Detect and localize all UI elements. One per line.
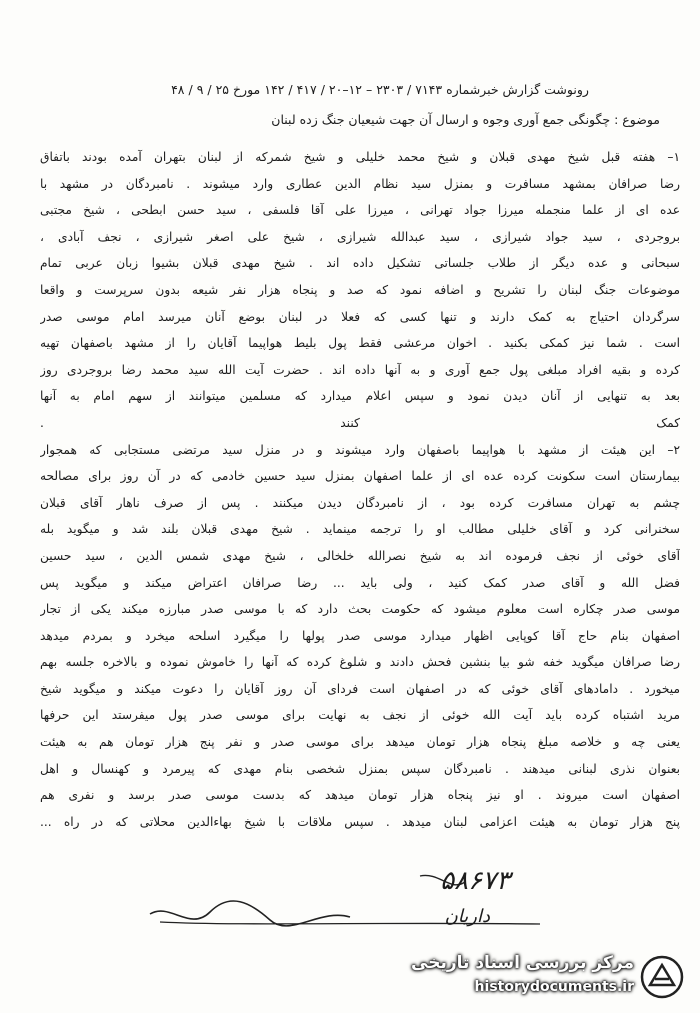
body-line: عده ای از علما منجمله میرزا جواد تهرانی ، میرزا علی آقا فلسفی ، سید حسن ابطحی ، شیخ مجتبی: [40, 203, 680, 218]
body-line: مرید اشتباه کرده باید آیت الله خوئی از نجف به نهایت برای موسی صدر پول میفرستد این حرفها: [40, 708, 680, 723]
body-line: چشم به تهران مسافرت کرده بود ، از نامبردگان دیدن میکنند . پس از صرف ناهار آقای قبلان: [40, 495, 680, 510]
body-line: آقای خوئی از نجف فرموده اند به شیخ نصرالله خلخالی ، شیخ مهدی شمس الدین ، سید حسین: [40, 548, 680, 563]
body-line: بروجردی ، سید جواد شیرازی ، سید عبدالله شیرازی ، شیخ علی اصغر شیرازی ، نجف آبادی ،: [40, 229, 680, 244]
watermark-title: مرکز بررسی اسناد تاریخی: [411, 953, 634, 973]
archive-watermark: [384, 951, 684, 1003]
body-line: رضا صرافان میگوید خفه شو بیا بنشین فحش دادند و شلوغ کرده که آنها را خاموش نموده و بالاخره جلسه بهم: [40, 655, 680, 670]
subject-label: موضوع :: [614, 112, 660, 127]
body-line: رضا صرافان بمشهد مسافرت و بمنزل سید نظام الدین عطاری وارد میشوند . نامبردگان در مشهد با: [40, 176, 680, 191]
body-line: سبحانی و عده دیگر از طلاب جلساتی تشکیل داده اند . شیخ مهدی قبلان بشیوا زبان عربی تمام: [40, 256, 680, 271]
body-line: بعنوان نذری لبنانی میدهند . نامبردگان سپس بمنزل شخصی بنام مهدی که پیرمرد و کهنسال و اهل: [40, 761, 680, 776]
body-line: فضل الله و آقای صدر کمک کنید ، ولی باید ... رضا صرافان اعتراض میکند و میگوید پس: [40, 575, 680, 590]
body-line: است . شما نیز کمکی بکنید . اخوان مرعشی فقط پول بلیط هواپیما آقایان را از مشهد باصفهان تهیه: [40, 336, 680, 351]
body-line: کرده و بقیه افراد مبلغی پول جمع آوری و به آنها داده اند . حضرت آیت الله سید محمد رضا بروجردی روز: [40, 362, 680, 377]
body-line: پنج هزار تومان به هیئت اعزامی لبنان میدهد . سپس ملاقات با شیخ بهاءالدین محلاتی که در راه ...: [40, 814, 680, 829]
body-line: کمک کنند .: [40, 415, 680, 430]
report-body: [40, 144, 680, 835]
watermark-url: historydocuments.ir: [474, 979, 634, 995]
body-line: یعنی چه و خلاصه مبلغ پنجاه هزار تومان میدهد برای موسی صدر و نفر پنج هزار تومان هم به هیئت: [40, 735, 680, 750]
subject-text: چگونگی جمع آوری وجوه و ارسال آن جهت شیعیان جنگ زده لبنان: [271, 112, 611, 127]
body-line: سخنرانی کرد و آقای خلیلی مطالب او را ترجمه مینماید . شیخ مهدی قبلان بلند شد و میگوید بله: [40, 522, 680, 537]
body-line: بیمارستان است سکونت کرده عده ای از علما اصفهان بمنزل سید حسین خادمی که در آن روز برای مصالحه: [40, 469, 680, 484]
signature-number: ۵۸۶۷۳: [440, 866, 510, 896]
signature-area: [120, 862, 660, 942]
subject-row: [40, 112, 660, 127]
body-line: ۱– هفته قبل شیخ مهدی قبلان و شیخ محمد خلیلی و شیخ شمرکه از لبنان بتهران آمده بودند باتفاق: [40, 150, 680, 164]
signature-name: داریان: [444, 906, 490, 927]
body-line: بعد به تنهایی از آنان دیدن نمود و سپس اعلام میدارد که مسلمین میتوانند از سهم امام به آنها: [40, 389, 680, 404]
body-line: میخورد . دامادهای آقای خوئی که در اصفهان است فردای آن روز آقایان را دعوت میکند و میگوید شیخ: [40, 681, 680, 696]
body-line: سرگردان احتیاج به کمک دارند و تنها کسی که فعلا در لبنان بوضع آنان میرسد امام موسی صدر: [40, 309, 680, 324]
body-line: موسی صدر چکاره است معلوم میشود که حکومت بحث دارد که با موسی صدر مبارزه میکند یکی از تجار: [40, 602, 680, 617]
signature-scribble: [120, 862, 660, 942]
body-line: ۲– این هیئت از مشهد با هواپیما باصفهان وارد میشوند و در منزل سید مرتضی مستجابی که همجوار: [40, 442, 680, 457]
archive-logo-icon: [640, 955, 684, 999]
report-header: رونوشت گزارش خبرشماره ۷۱۴۳ / ۲۳۰۳ – ۱۲–۲۰ / ۴۱۷ / ۱۴۲ مورخ ۲۵ / ۹ / ۴۸: [171, 82, 589, 97]
body-line: موضوعات جنگ لبنان را تشریح و اضافه نمود که صد و پنجاه هزار نفر شیعه بدون سرپرست و واقعا: [40, 282, 680, 297]
body-line: اصفهان است میروند . او نیز پنجاه هزار تومان میدهد که بدست موسی صدر برسد و نفری هم: [40, 788, 680, 803]
body-line: اصفهان بنام حاج آقا کوپایی اظهار میدارد موسی صدر پولها را میگیرد اسلحه میخرد و بمردم میدهد: [40, 628, 680, 643]
